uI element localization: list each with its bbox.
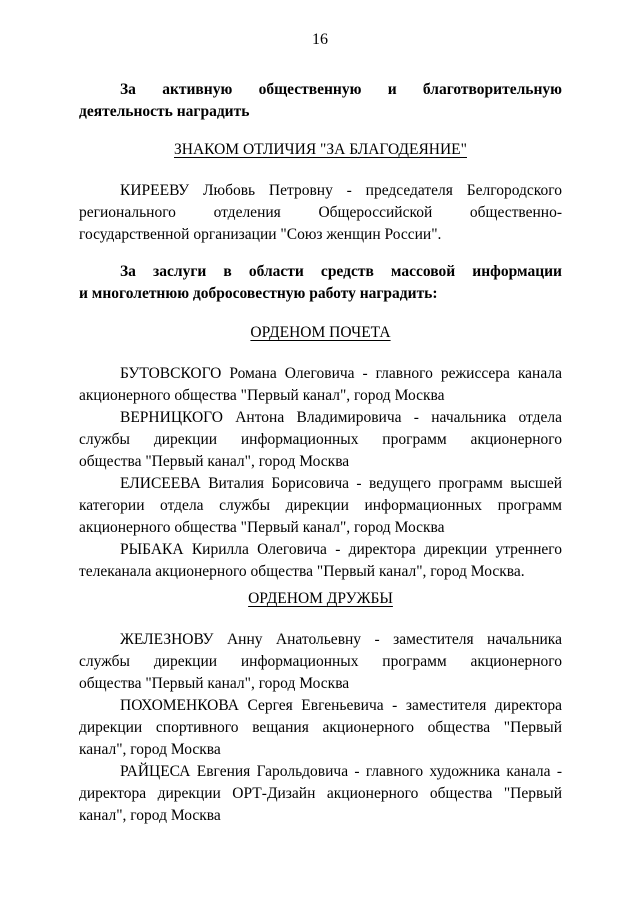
text-line: ЕЛИСЕЕВА Виталия Борисовича - ведущего программ высшей: [120, 475, 562, 492]
text-line: государственной организации "Союз женщин России".: [79, 226, 442, 243]
text-line: КИРЕЕВУ Любовь Петровну - председателя Белгородского: [120, 182, 562, 199]
awardee-list-friendship: [79, 629, 562, 827]
text-line: дирекции спортивного вещания акционерного общества "Первый: [79, 719, 562, 736]
section-heading-charity: [79, 79, 562, 123]
text-line: директора дирекции ОРТ-Дизайн акционерного общества "Первый: [79, 785, 562, 802]
text-line: РЫБАКА Кирилла Олеговича - директора дирекции утреннего: [120, 541, 562, 558]
text-line: службы дирекции информационных программ акционерного: [79, 431, 562, 448]
page-number: 16: [312, 31, 328, 48]
heading-line: деятельность наградить: [79, 103, 250, 120]
awardee-paragraph: [79, 180, 562, 246]
text-line: акционерного общества "Первый канал", город Москва: [79, 519, 445, 536]
text-line: регионального отделения Общероссийской общественно-: [79, 204, 562, 221]
text-line: общества "Первый канал", город Москва: [79, 453, 350, 470]
text-line: телеканала акционерного общества "Первый канал", город Москва.: [79, 563, 525, 580]
text-line: БУТОВСКОГО Романа Олеговича - главного режиссера канала: [120, 365, 562, 382]
award-title-order-of-honour: ОРДЕНОМ ПОЧЕТА: [250, 324, 391, 341]
heading-line: и многолетнюю добросовестную работу наградить:: [79, 285, 438, 302]
award-title-blagodeyanie: ЗНАКОМ ОТЛИЧИЯ "ЗА БЛАГОДЕЯНИЕ": [174, 141, 467, 158]
text-line: ВЕРНИЦКОГО Антона Владимировича - начальника отдела: [120, 409, 562, 426]
heading-line: За активную общественную и благотворительную: [120, 81, 562, 98]
heading-line: За заслуги в области средств массовой информации: [120, 263, 562, 280]
section-heading-media: [79, 261, 562, 305]
text-line: ПОХОМЕНКОВА Сергея Евгеньевича - заместителя директора: [120, 697, 562, 714]
text-line: общества "Первый канал", город Москва: [79, 675, 350, 692]
awardee-list-honour: [79, 363, 562, 583]
text-line: канал", город Москва: [79, 807, 221, 824]
text-line: РАЙЦЕСА Евгения Гарольдовича - главного художника канала -: [120, 763, 562, 780]
text-line: службы дирекции информационных программ акционерного: [79, 653, 562, 670]
text-line: канал", город Москва: [79, 741, 221, 758]
award-title-order-of-friendship: ОРДЕНОМ ДРУЖБЫ: [248, 590, 393, 607]
text-line: категории отдела службы дирекции информационных программ: [79, 497, 562, 514]
text-line: ЖЕЛЕЗНОВУ Анну Анатольевну - заместителя начальника: [120, 631, 562, 648]
text-line: акционерного общества "Первый канал", город Москва: [79, 387, 445, 404]
